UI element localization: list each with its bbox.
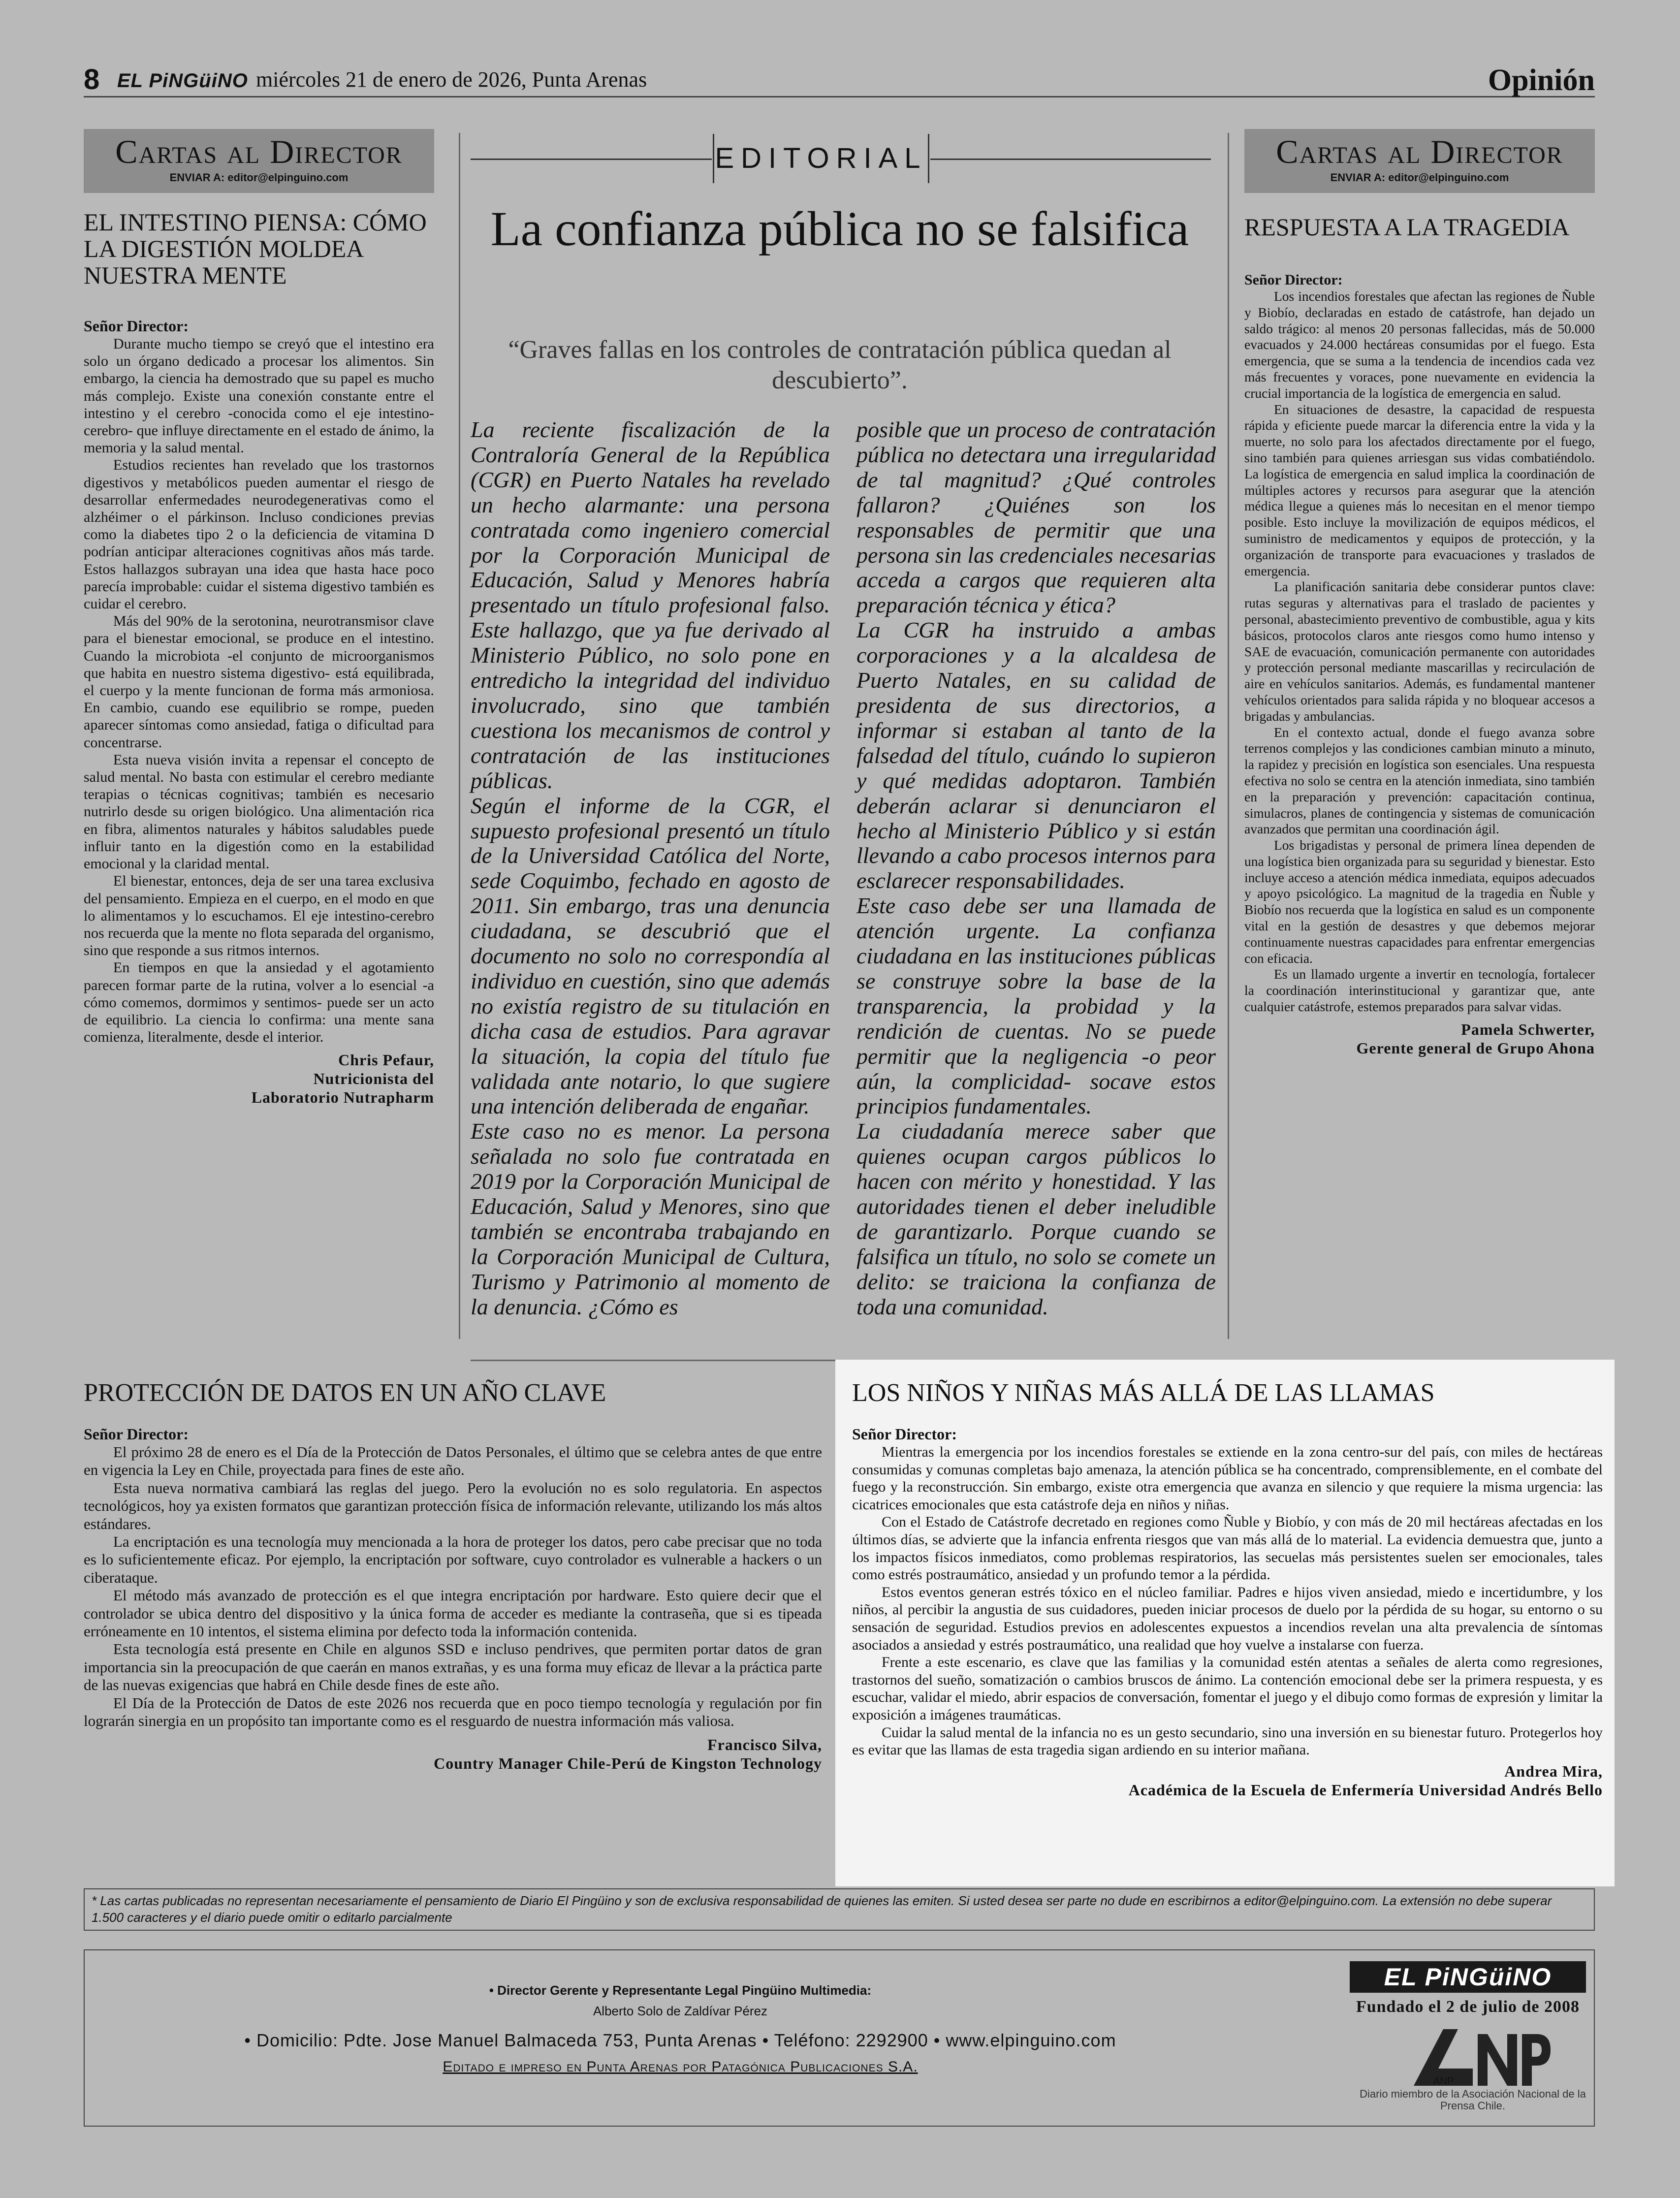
page-number: 8	[84, 64, 100, 96]
founded-date: Fundado el 2 de julio de 2008	[1356, 1998, 1580, 2016]
column-rule	[459, 133, 460, 1339]
signature-role: Country Manager Chile-Perú de Kingston Technology	[434, 1754, 822, 1772]
letter-headline: LOS NIÑOS Y NIÑAS MÁS ALLÁ DE LAS LLAMAS	[852, 1379, 1435, 1407]
paragraph: Cuidar la salud mental de la infancia no es un gesto secundario, sino una inversión en su bienestar futuro. Protegerlos hoy es evitar que las llamas de esta tragedia sigan ardiendo en su interior mañana.	[852, 1724, 1603, 1758]
editorial-column-2	[856, 417, 1216, 1320]
paragraph: En situaciones de desastre, la capacidad de respuesta rápida y eficiente puede marcar la diferencia entre la vida y la muerte, no solo para los afectados directamente por el fuego, sino también para quienes arriesgan sus vidas combatiéndolo. La logística de emergencia en salud implica la coordinación de múltiples actores y recursos para asegurar que la atención médica llegue a quienes más lo necesitan en el menor tiempo posible. Esto incluye la movilización de equipos médicos, el suministro de medicamentos y equipos de protección, y la organización de transporte para evacuaciones y traslados de emergencia.	[1244, 401, 1595, 578]
salutation: Señor Director:	[84, 1425, 189, 1443]
paragraph: posible que un proceso de contratación pública no detectara una irregularidad de tal magnitud? ¿Qué controles fallaron? ¿Quiénes son los responsables de permitir que una persona sin las credenciales necesarias acceda a cargos que requieren alta preparación técnica y ética?	[856, 417, 1216, 618]
signature	[84, 1735, 822, 1773]
signature-role: Gerente general de Grupo Ahona	[1356, 1039, 1595, 1057]
paragraph: La CGR ha instruido a ambas corporaciones y a la alcaldesa de Puerto Natales, en su calidad de presidenta de sus directorios, a informar si estaban al tanto de la falsedad del título, cuándo lo supieron y qué medidas adoptaron. También deberán aclarar si denunciaron el hecho al Ministerio Público y si están llevando a cabo procesos internos para esclarecer responsabilidades.	[856, 617, 1216, 893]
paragraph: Con el Estado de Catástrofe decretado en regiones como Ñuble y Biobío, y con más de 20 mil hectáreas afectadas en los últimos días, se advierte que la infancia enfrenta riesgos que van más allá de lo material. La evidencia demuestra que, junto a los impactos físicos inmediatos, como problemas respiratorios, las secuelas más persistentes suelen ser emocionales, tales como estrés postraumático, ansiedad y un profundo temor a la pérdida.	[852, 1514, 1603, 1583]
paragraph: Mientras la emergencia por los incendios forestales se extiende en la zona centro-sur del país, con miles de hectáreas consumidas y comunas completas bajo amenaza, la atención pública se ha concentrado, comprensiblemente, en el combate del fuego y la reconstrucción. Sin embargo, existe otra emergencia que avanza en silencio y que requiere la misma urgencia: las cicatrices emocionales que esta catástrofe deja en niños y niñas.	[852, 1444, 1603, 1513]
footer-logo: EL PiNGüiNO	[1350, 1961, 1586, 1993]
paragraph: En tiempos en que la ansiedad y el agotamiento parecen formar parte de la rutina, volver a lo esencial -a cómo comemos, dormimos y sentimos- puede ser un acto de equilibrio. La ciencia lo confirma: una mente sana comienza, literalmente, desde el interior.	[84, 959, 434, 1046]
paragraph: El Día de la Protección de Datos de este 2026 nos recuerda que en poco tiempo tecnología y regulación por fin lograrán sinergia en un propósito tan importante como es el resguardo de nuestra información más valiosa.	[84, 1694, 822, 1730]
salutation: Señor Director:	[852, 1425, 957, 1443]
paragraph: Esta nueva normativa cambiará las reglas del juego. Pero la evolución no es solo regulatoria. En aspectos tecnológicos, hoy ya existen formatos que garantizan protección física de información relevante, utilizando los más altos estándares.	[84, 1479, 822, 1532]
editorial-rule-right	[930, 159, 1211, 160]
editorial-lead: “Graves fallas en los controles de contratación pública quedan al descubierto”.	[508, 336, 1172, 394]
paragraph: El bienestar, entonces, deja de ser una tarea exclusiva del pensamiento. Empieza en el cuerpo, en el modo en que lo alimentamos y lo escuchamos. El eje intestino-cerebro nos recuerda que la mente no flota separada del organismo, sino que responde a sus ritmos internos.	[84, 873, 434, 959]
cartas-email: ENVIAR A: editor@elpinguino.com	[169, 171, 349, 184]
paragraph: En el contexto actual, donde el fuego avanza sobre terrenos complejos y las condiciones cambian minuto a minuto, la rapidez y precisión en logística son esenciales. Una respuesta efectiva no solo se centra en la atención inmediata, sino también en la preparación y prevención: capacitación continua, simulacros, planes de contingencia y sistemas de comunicación avanzados que permitan una coordinación ágil.	[1244, 724, 1595, 837]
paragraph: Frente a este escenario, es clave que las familias y la comunidad estén atentas a señales de alerta como regresiones, trastornos del sueño, somatización o cambios bruscos de ánimo. La contención emocional debe ser la primera respuesta, y es escuchar, validar el miedo, abrir espacios de conversación, fomentar el juego y el dibujo como formas de expresión y limitar la exposición a imágenes traumáticas.	[852, 1654, 1603, 1723]
column-rule	[1228, 133, 1229, 1339]
letter-body	[84, 1443, 822, 1730]
cartas-email: ENVIAR A: editor@elpinguino.com	[1330, 171, 1509, 184]
footer	[84, 1949, 1595, 2127]
cartas-box	[1244, 129, 1595, 193]
cartas-title: Cartas al Director	[115, 133, 403, 170]
signature-role: Nutricionista del	[313, 1070, 434, 1088]
masthead-logo: EL PiNGüiNO	[117, 70, 248, 92]
footer-address: • Domicilio: Pdte. Jose Manuel Balmaceda 753, Punta Arenas • Teléfono: 2292900 • www.elpinguino.com	[244, 2030, 1116, 2050]
disclaimer: * Las cartas publicadas no representan necesariamente el pensamiento de Diario El Pingüino y son de exclusiva responsabilidad de quienes las emiten. Si usted desea ser parte no dude en escribirnos a editor@elpinguino.com. La extensión no debe superar 1.500 caracteres y el diario puede omitir o editarlo parcialmente	[84, 1888, 1595, 1931]
editorial-column-1	[471, 417, 830, 1320]
letter-body	[84, 335, 434, 1046]
editorial-rule-left	[471, 159, 712, 160]
salutation: Señor Director:	[84, 317, 189, 335]
paragraph: Los brigadistas y personal de primera línea dependen de una logística bien organizada para su seguridad y bienestar. Esto incluye acceso a atención médica inmediata, equipos adecuados y apoyo psicológico. La magnitud de la tragedia en Ñuble y Biobío nos recuerda que la logística en salud es un componente vital en la gestión de desastres y que debemos mejorar continuamente nuestras capacidades para enfrentar emergencias con eficacia.	[1244, 837, 1595, 966]
paragraph: Este caso no es menor. La persona señalada no solo fue contratada en 2019 por la Corporación Municipal de Educación, Salud y Menores, sino que también se encontraba trabajando en la Corporación Municipal de Cultura, Turismo y Patrimonio al momento de la denuncia. ¿Cómo es	[471, 1118, 830, 1319]
paragraph: La planificación sanitaria debe considerar puntos clave: rutas seguras y alternativas para el traslado de pacientes y personal, abastecimiento preventivo de combustible, agua y kits básicos, protocolos claros ante riesgos como humo intenso y SAE de evacuación, comunicación permanente con autoridades y protección personal mediante mascarillas y recirculación de aire en vehículos sanitarios. Además, es fundamental mantener vehículos orientados para salida rápida y no bloquear accesos a brigadas y ambulancias.	[1244, 579, 1595, 724]
paragraph: Los incendios forestales que afectan las regiones de Ñuble y Biobío, declaradas en estado de catástrofe, han dejado un saldo trágico: al menos 20 personas fallecidas, más de 50.000 evacuados y 24.000 hectáreas consumidas por el fuego. Esta emergencia, que se suma a la tendencia de incendios cada vez más frecuentes y voraces, pone nuevamente en evidencia la crucial importancia de la logística de emergencia en salud.	[1244, 288, 1595, 401]
anp-logo-text: ANP	[1433, 2076, 1454, 2087]
section-title: Opinión	[1488, 64, 1595, 97]
signature-name: Chris Pefaur,	[338, 1051, 434, 1069]
editorial-label: EDITORIAL	[713, 134, 929, 183]
paragraph: Esta nueva visión invita a repensar el concepto de salud mental. No basta con estimular el cerebro mediante terapias o técnicas cognitivas; también es necesario nutrirlo desde su origen biológico. Una alimentación rica en fibra, alimentos naturales y hábitos saludables puede influir tanto en la digestión como en la estabilidad emocional y la claridad mental.	[84, 751, 434, 872]
cartas-box	[84, 129, 434, 193]
signature	[1244, 1020, 1595, 1057]
page-header	[84, 63, 1595, 97]
signature	[84, 1051, 434, 1107]
anp-caption: Diario miembro de la Asociación Nacional de la Prensa Chile.	[1360, 2088, 1586, 2112]
paragraph: Esta tecnología está presente en Chile en algunos SSD e incluso pendrives, que permiten portar datos de gran importancia sin la preocupación de que caerán en manos extrañas, y es una forma muy eficaz de llevar a la práctica parte de las nuevas exigencias que habrá en Chile desde fines de este año.	[84, 1640, 822, 1694]
paragraph: Es un llamado urgente a invertir en tecnología, fortalecer la coordinación interinstitucional y garantizar que, ante cualquier catástrofe, estemos preparados para salvar vidas.	[1244, 966, 1595, 1015]
paragraph: Estudios recientes han revelado que los trastornos digestivos y metabólicos pueden aumentar el riesgo de desarrollar enfermedades neurodegenerativas como el alzhéimer o el párkinson. Incluso condiciones previas como la diabetes tipo 2 o la deficiencia de vitamina D podrían anticipar alteraciones cognitivas años más tarde. Estos hallazgos subrayan una idea que hasta hace poco parecía improbable: cuidar el sistema digestivo también es cuidar el cerebro.	[84, 457, 434, 612]
signature-name: Andrea Mira,	[1504, 1762, 1603, 1780]
right-letter	[1244, 129, 1595, 1057]
paragraph: Más del 90% de la serotonina, neurotransmisor clave para el bienestar emocional, se produce en el intestino. Cuando la microbiota -el conjunto de microorganismos que habita en nuestro sistema digestivo- está equilibrada, el cuerpo y la mente funcionan de forma más armoniosa. En cambio, cuando ese equilibrio se rompe, pueden aparecer síntomas como ansiedad, fatiga o dificultad para concentrarse.	[84, 613, 434, 751]
signature-org: Laboratorio Nutrapharm	[251, 1088, 434, 1107]
anp-logo	[1404, 2024, 1552, 2088]
left-letter	[84, 129, 434, 1107]
salutation: Señor Director:	[1244, 272, 1343, 288]
paragraph: Durante mucho tiempo se creyó que el intestino era solo un órgano dedicado a procesar los alimentos. Sin embargo, la ciencia ha demostrado que su papel es mucho más complejo. Existe una conexión constante entre el intestino y el cerebro -conocida como el eje intestino-cerebro- que influye directamente en el estado de ánimo, la memoria y la salud mental.	[84, 336, 434, 456]
dateline: miércoles 21 de enero de 2026, Punta Arenas	[256, 67, 647, 92]
paragraph: Estos eventos generan estrés tóxico en el núcleo familiar. Padres e hijos viven ansiedad, miedo e incertidumbre, y los niños, al percibir la angustia de sus cuidadores, pueden iniciar procesos de duelo por la pérdida de su hogar, su entorno o su sensación de seguridad. Estudios previos en adolescentes expuestos a incendios revelan una alta prevalencia de síntomas asociados a ansiedad y estrés postraumático, una realidad que hoy vuelve a instalarse con fuerza.	[852, 1584, 1603, 1653]
letter-headline: EL INTESTINO PIENSA: CÓMO LA DIGESTIÓN MOLDEA NUESTRA MENTE	[84, 208, 427, 289]
signature	[852, 1762, 1603, 1799]
paragraph: La reciente fiscalización de la Contraloría General de la República (CGR) en Puerto Natales ha revelado un hecho alarmante: una persona contratada como ingeniero comercial por la Corporación Municipal de Educación, Salud y Menores habría presentado un título profesional falso. Este hallazgo, que ya fue derivado al Ministerio Público, no solo pone en entredicho la integridad del individuo involucrado, sino que también cuestiona los mecanismos de control y contratación de las instituciones públicas.	[471, 417, 830, 793]
paragraph: El próximo 28 de enero es el Día de la Protección de Datos Personales, el último que se celebra antes de que entre en vigencia la Ley en Chile, proyectada para fines de este año.	[84, 1443, 822, 1479]
paragraph: Este caso debe ser una llamada de atención urgente. La confianza ciudadana en las instituciones públicas se construye sobre la base de la transparencia, la probidad y la rendición de cuentas. No se puede permitir que la negligencia -o peor aún, la complicidad- socave estos principios fundamentales.	[856, 893, 1216, 1119]
director-label: • Director Gerente y Representante Legal Pingüino Multimedia:	[489, 1983, 872, 1998]
signature-role: Académica de la Escuela de Enfermería Universidad Andrés Bello	[1128, 1781, 1603, 1799]
cartas-title: Cartas al Director	[1276, 133, 1563, 170]
letter-body	[1244, 288, 1595, 1015]
letter-headline: PROTECCIÓN DE DATOS EN UN AÑO CLAVE	[84, 1379, 606, 1407]
director-name: Alberto Solo de Zaldívar Pérez	[593, 2004, 768, 2018]
bottom-right-letter	[835, 1360, 1615, 1886]
letter-body	[852, 1443, 1603, 1759]
paragraph: La encriptación es una tecnología muy mencionada a la hora de proteger los datos, pero cabe precisar que no toda es lo suficientemente eficaz. Por ejemplo, la encriptación por software, cuyo controlador es vulnerable a hackers o un ciberataque.	[84, 1533, 822, 1586]
letter-headline: RESPUESTA A LA TRAGEDIA	[1244, 213, 1570, 241]
footer-printer: Editado e impreso en Punta Arenas por Patagónica Publicaciones S.A.	[443, 2059, 918, 2075]
paragraph: La ciudadanía merece saber que quienes ocupan cargos públicos lo hacen con mérito y honestidad. Y las autoridades tienen el deber ineludible de garantizarlo. Porque cuando se falsifica un título, no solo se comete un delito: se traiciona la confianza de toda una comunidad.	[856, 1118, 1216, 1319]
signature-name: Francisco Silva,	[707, 1735, 822, 1753]
editorial-title: La confianza pública no se falsifica	[490, 201, 1189, 256]
paragraph: El método más avanzado de protección es el que integra encriptación por hardware. Esto quiere decir que el controlador se ubica dentro del dispositivo y la única forma de acceder es mediante la contraseña, que si es tipeada erróneamente en 10 intentos, el sistema elimina por defecto toda la información contenida.	[84, 1587, 822, 1640]
bottom-left-letter	[84, 1378, 822, 1773]
paragraph: Según el informe de la CGR, el supuesto profesional presentó un título de la Universidad Católica del Norte, sede Coquimbo, fechado en agosto de 2011. Sin embargo, tras una denuncia ciudadana, se descubrió que el documento no solo no correspondía al individuo en cuestión, sino que además no existía registro de su titulación en dicha casa de estudios. Para agravar la situación, la copia del título fue validada ante notario, lo que sugiere una intención deliberada de engañar.	[471, 793, 830, 1119]
signature-name: Pamela Schwerter,	[1461, 1020, 1595, 1038]
